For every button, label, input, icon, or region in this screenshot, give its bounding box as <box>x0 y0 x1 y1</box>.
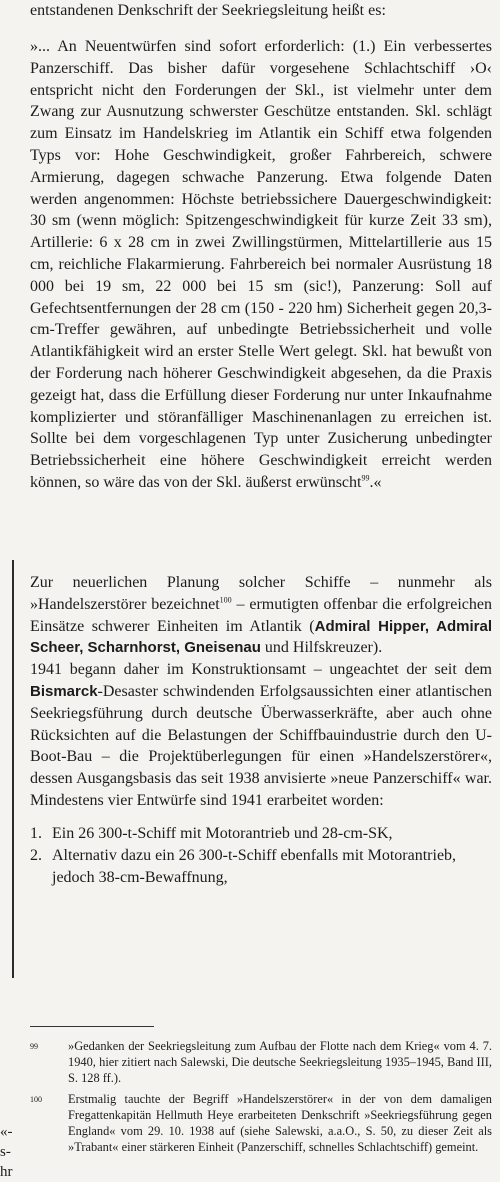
footnote-ref-100: 100 <box>219 595 232 605</box>
quote-closing: .« <box>369 473 382 491</box>
paragraph-handelszerstoerer <box>30 572 492 659</box>
footnotes <box>30 1038 492 1159</box>
footnote-number: 99 <box>30 1042 38 1051</box>
paragraph2-text-b: -Desaster schwindenden Erfolgsaussichten einer atlantischen Seekriegsführung durch deutsche Überwasserkräfte, aber auch ohne Rücksichten auf die Belastungen der Schiffbauindustrie durch den U-Boot-Bau – die Projektüberlegungen für einen »Handelszerstörer«, dessen Ausgangsbasis das seit 1938 anvisierte »neue Panzerschiff« war. Mindestens vier Entwürfe sind 1941 erarbeitet worden: <box>30 682 492 809</box>
adjacent-page-fragment: hr <box>0 1164 13 1180</box>
quote-text: »... An Neuentwürfen sind sofort erforderlich: (1.) Ein verbessertes Panzerschiff. Das bisher dafür vorgesehene Schlachtschiff ›O‹ entspricht nicht den Forderungen der Skl., ist vielmehr unter dem Zwang zur Ausnutzung schwerster Geschütze entstanden. Skl. schlägt zum Einsatz im Handelskrieg im Atlantik ein Schiff etwa folgenden Typs vor: Hohe Geschwindigkeit, großer Fahrbereich, schwere Armierung, dagegen schwache Panzerung. Etwa folgende Daten werden angenommen: Höchste betriebssichere Dauergeschwindigkeit: 30 sm (wenn möglich: Spitzengeschwindigkeit für kurze Zeit 33 sm), Artillerie: 6 x 28 cm in zwei Zwillingstürmen, Mittelartillerie aus 15 cm, reichliche Flakarmierung. Fahrbereich bei normaler Ausrüstung 18 000 bei 19 sm, 22 000 bei 15 sm (sic!), Panzerung: Soll auf Gefechtsentfernungen der 28 cm (150 - 220 hm) Sicherheit gegen 20,3-cm-Treffer gewähren, auf unbedingte Betriebssicherheit und volle Atlantikfähigkeit wird an erster Stelle Wert gelegt. Skl. hat bewußt von der Forderung nach höherer Geschwindigkeit abgesehen, da die Praxis gezeigt hat, dass die Erfüllung dieser Forderung nur unter Inkaufnahme komplizierter und störanfälliger Maschinenanlagen zu erreichen ist. Sollte bei dem vorgeschlagenen Typ unter Zusicherung unbedingter Betriebssicherheit eine höhere Geschwindigkeit erreicht werden können, so wäre das von der Skl. äußerst erwünscht <box>30 38 492 491</box>
continuation-line: entstandenen Denkschrift der Seekriegsleitung heißt es: <box>30 2 386 19</box>
list-text: Alternativ dazu ein 26 300-t-Schiff ebenfalls mit Motorantrieb, jedoch 38-cm-Bewaffnung, <box>52 846 457 886</box>
footnote-ref-99: 99 <box>361 473 370 483</box>
paragraph1-text-c: und Hilfskreuzer). <box>260 639 383 657</box>
adjacent-page-frame <box>0 560 14 978</box>
quote-block <box>30 36 492 494</box>
footnote-text: Erstmalig tauchte der Begriff »Handelszerstörer« in der von dem damaligen Fregattenkapitän Hellmuth Heye erarbeiteten Denkschrift »Seekriegsführung gegen England« vom 29. 10. 1938 auf (siehe Salewski, a.a.O., S. 50, zu dieser Zeit als »Trabant« einer stärkeren Einheit (Panzerschiff, schnelles Schlachtschiff) gemeint. <box>68 1091 492 1155</box>
footnote-divider <box>30 1026 154 1027</box>
quote-paragraph <box>30 36 492 494</box>
paragraph1-text-b: – ermutigten offenbar die erfolgreichen Einsätze schwerer Einheiten im Atlantik ( <box>30 595 492 635</box>
adjacent-page-fragment: s- <box>0 1144 11 1160</box>
list-number: 2. <box>30 846 42 864</box>
list-number: 1. <box>30 825 42 842</box>
design-list <box>30 823 492 888</box>
list-text: Ein 26 300-t-Schiff mit Motorantrieb und 28-cm-SK, <box>52 825 393 842</box>
footnote <box>30 1038 492 1087</box>
list-item <box>30 823 492 845</box>
bismarck-name: Bismarck <box>30 682 98 700</box>
footnote-text: »Gedanken der Seekriegsleitung zum Aufbau der Flotte nach dem Krieg« vom 4. 7. 1940, hier zitiert nach Salewski, Die deutsche Seekriegsleitung 1935–1945, Band III, S. 128 ff.). <box>68 1039 492 1086</box>
footnote <box>30 1091 492 1156</box>
paragraph1-text-a: Zur neuerlichen Planung solcher Schiffe – nunmehr als »Handelszerstörer bezeichnet <box>30 574 492 613</box>
paragraph-1941 <box>30 659 492 812</box>
footnote-number: 100 <box>30 1094 42 1104</box>
continuation-line-block <box>30 0 492 22</box>
list-item <box>30 845 492 889</box>
paragraph2-text-a: 1941 begann daher im Konstruktionsamt – ungeachtet der seit dem <box>30 661 492 679</box>
main-text <box>30 572 492 812</box>
ship-names: Admiral Hipper, Admiral Scheer, Scharnhorst, Gneisenau <box>30 617 492 657</box>
adjacent-page-fragment: «- <box>0 1124 13 1140</box>
